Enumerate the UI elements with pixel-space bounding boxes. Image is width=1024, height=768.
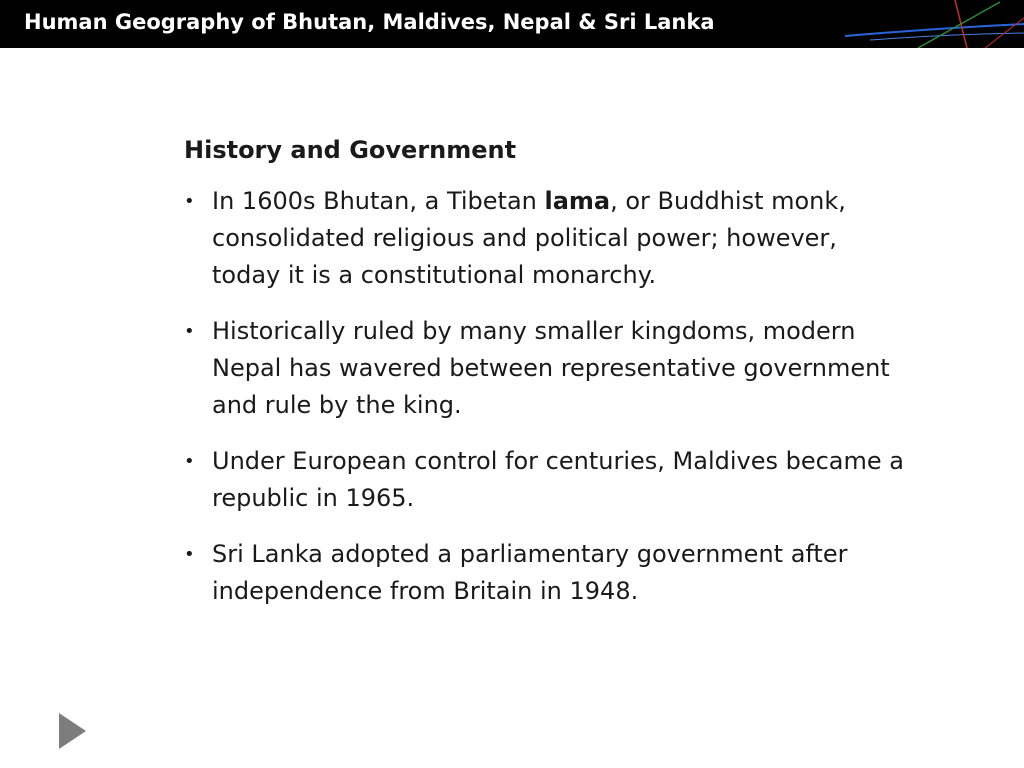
bullet-marker: •	[184, 191, 195, 212]
bullet-marker: •	[184, 544, 195, 565]
bullet-sri-lanka	[184, 536, 912, 610]
bullet-text: Historically ruled by many smaller kingdoms, modern Nepal has wavered between representative government and rule by the king.	[212, 317, 890, 419]
slide-content	[184, 133, 944, 629]
bullet-text: Under European control for centuries, Maldives became a republic in 1965.	[212, 447, 904, 512]
presentation-title: Human Geography of Bhutan, Maldives, Nepal & Sri Lanka	[24, 10, 715, 34]
bullet-maldives	[184, 443, 912, 517]
bullet-text-end: , or Buddhist monk, consolidated religious and political power; however, today it is a constitutional monarchy.	[212, 187, 846, 289]
bullet-marker: •	[184, 451, 195, 472]
key-term-lama: lama	[544, 187, 611, 215]
bullet-bhutan	[184, 183, 912, 294]
bullet-marker: •	[184, 321, 195, 342]
bullet-list	[184, 183, 944, 610]
bullet-text-start: In 1600s Bhutan, a Tibetan	[212, 187, 545, 215]
title-bar	[0, 0, 1024, 48]
bullet-text: Sri Lanka adopted a parliamentary government after independence from Britain in 1948.	[212, 540, 848, 605]
slide-heading: History and Government	[184, 136, 517, 164]
next-slide-icon[interactable]	[59, 713, 86, 749]
bullet-nepal	[184, 313, 912, 424]
